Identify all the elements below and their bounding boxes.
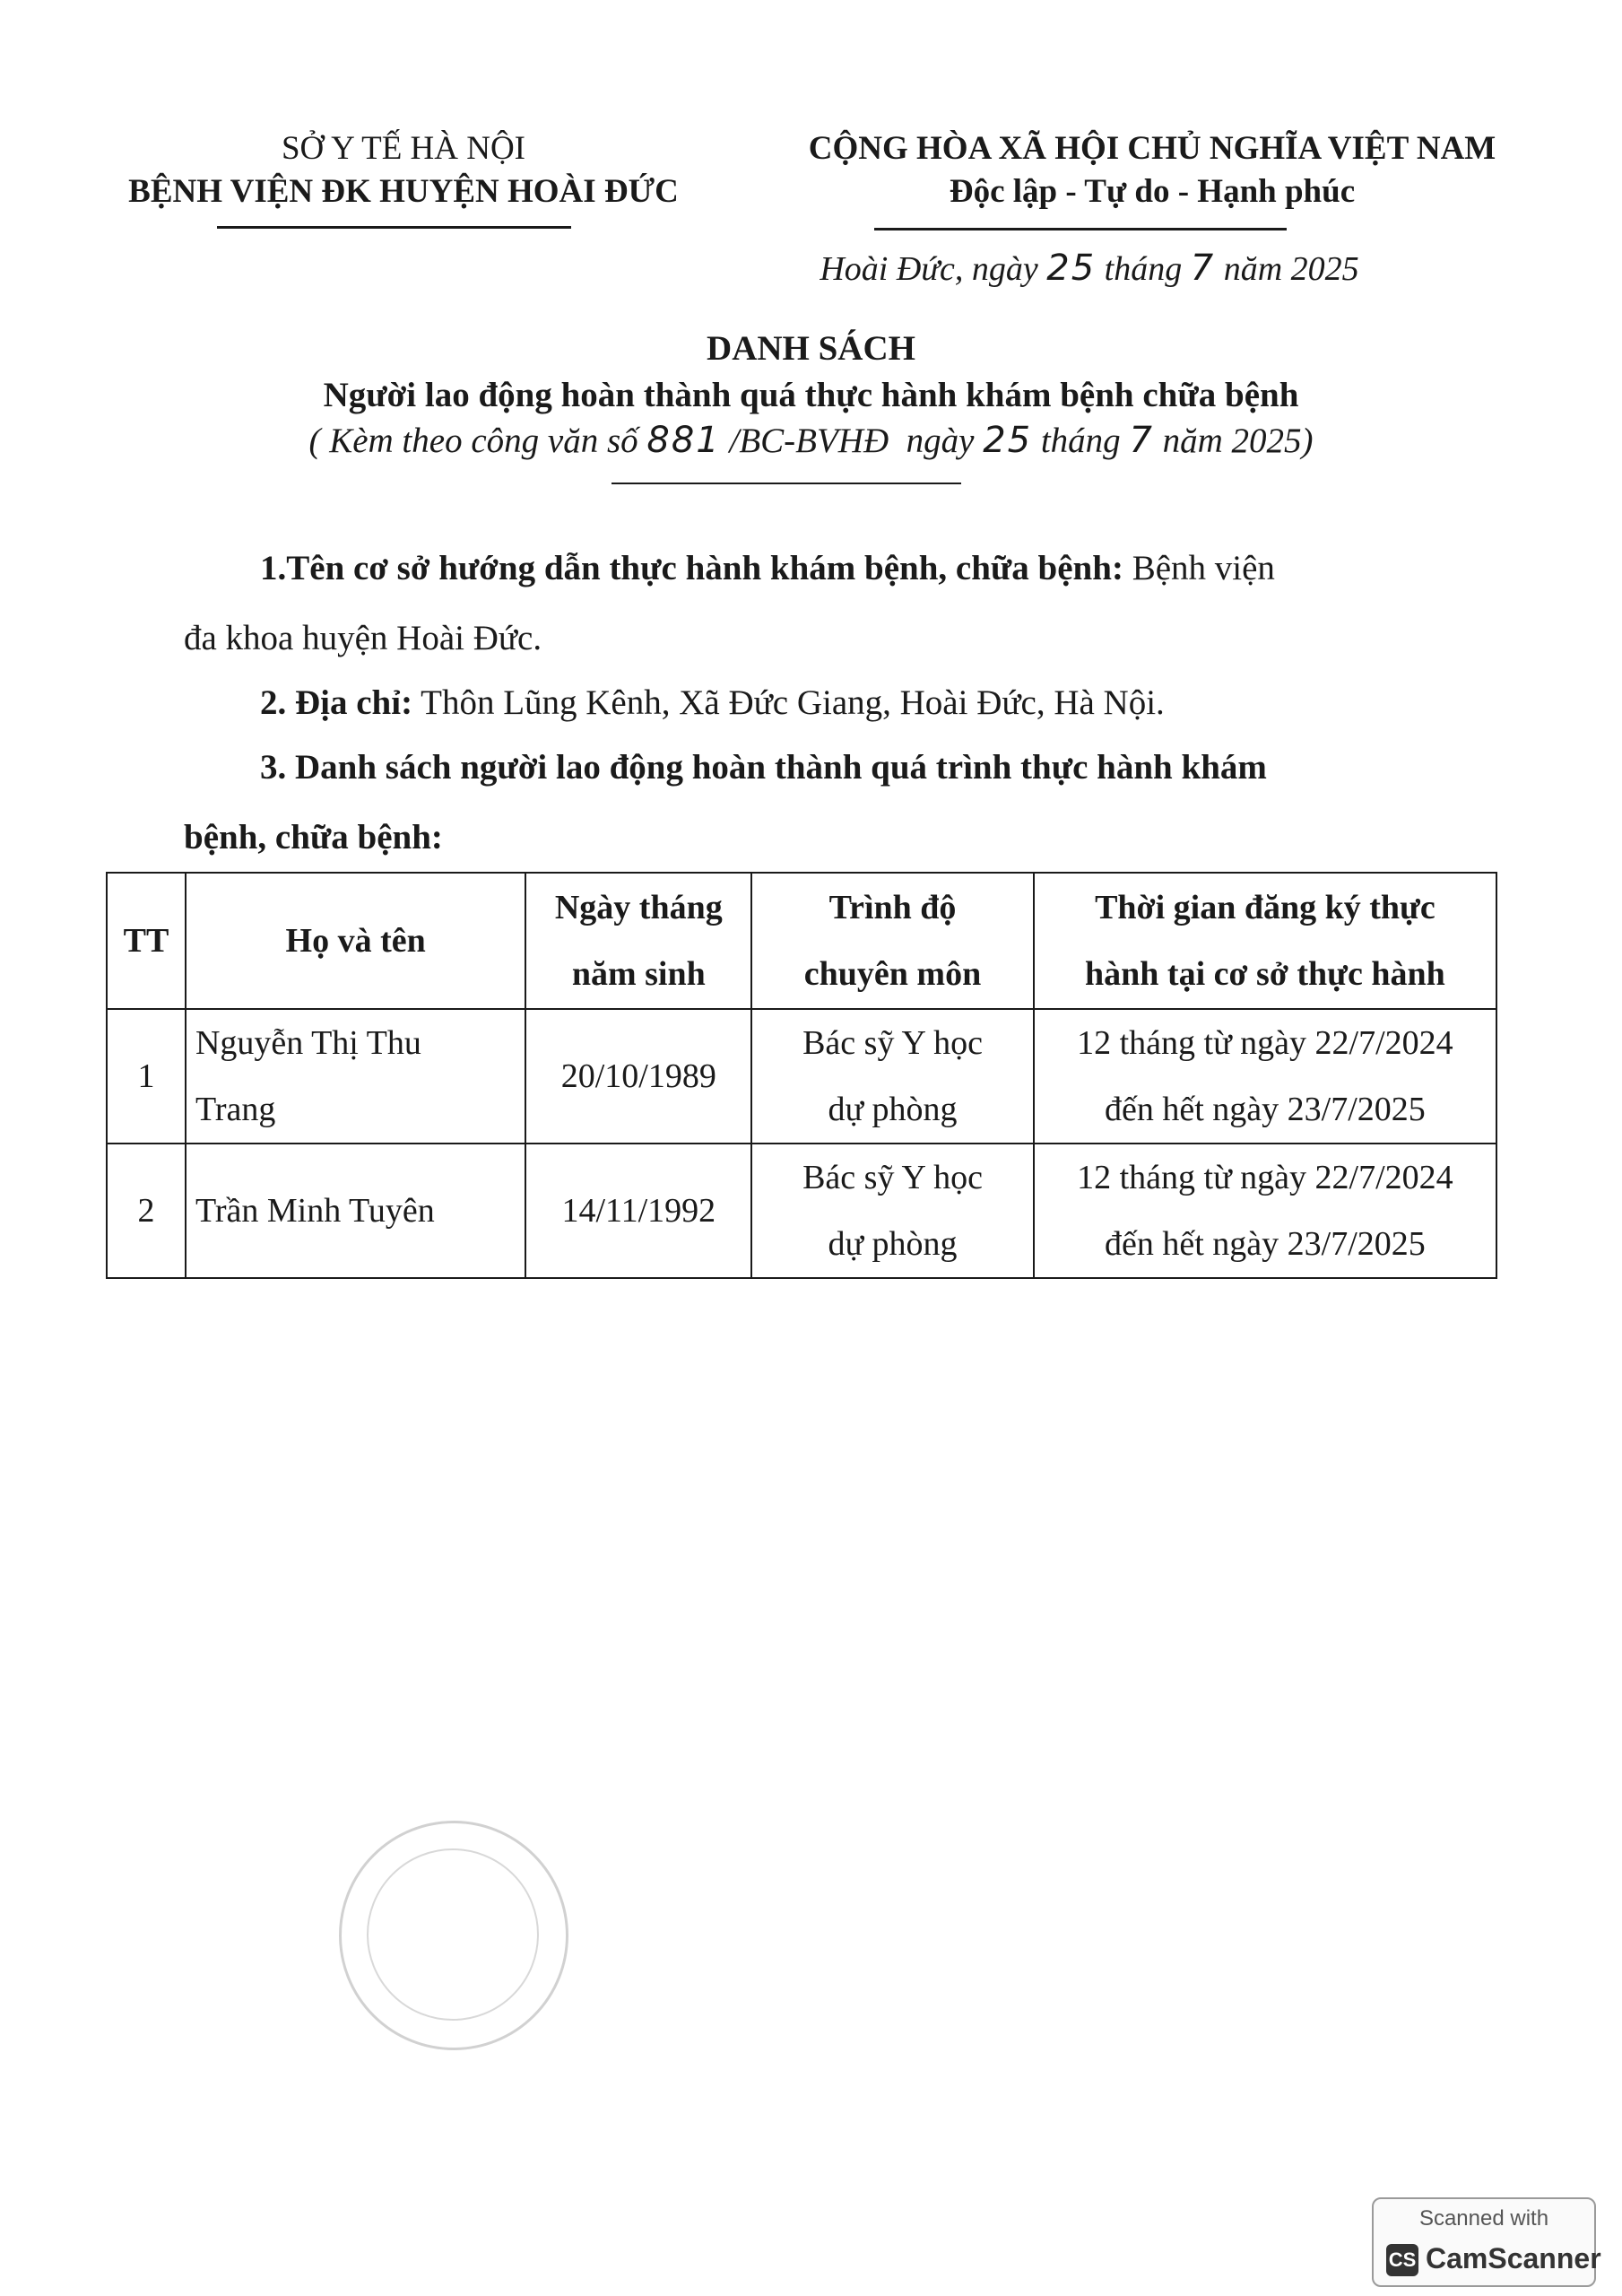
ref-month-label: tháng xyxy=(1040,422,1121,460)
official-stamp-inner-ring xyxy=(367,1848,539,2021)
ref-prefix: ( Kèm theo công văn số xyxy=(308,422,638,460)
col-header-time-line2: hành tại cơ sở thực hành xyxy=(1085,955,1445,993)
col-header-qualification-line1: Trình độ xyxy=(828,889,957,926)
cell-time xyxy=(1034,1009,1496,1144)
country-name: CỘNG HÒA XÃ HỘI CHỦ NGHĨA VIỆT NAM xyxy=(808,130,1496,167)
cell-dob: 20/10/1989 xyxy=(525,1009,751,1144)
item2-value: Thôn Lũng Kênh, Xã Đức Giang, Hoài Đức, Hà Nội. xyxy=(421,683,1165,722)
cell-name xyxy=(186,1144,525,1278)
camscanner-caption: Scanned with xyxy=(1418,2206,1549,2231)
table-row xyxy=(107,1009,1496,1144)
col-header-qualification xyxy=(751,873,1034,1009)
item2-line xyxy=(260,680,1165,726)
cell-time xyxy=(1034,1144,1496,1278)
col-header-tt: TT xyxy=(107,873,186,1009)
issuer-underline xyxy=(217,226,571,229)
ref-month-handwritten: 7 xyxy=(1129,420,1154,461)
camscanner-name: CamScanner xyxy=(1426,2242,1601,2274)
issuer-name: BỆNH VIỆN ĐK HUYỆN HOÀI ĐỨC xyxy=(128,173,679,210)
national-heading xyxy=(726,127,1578,213)
document-title: DANH SÁCH xyxy=(707,329,915,368)
motto-underline xyxy=(874,228,1287,230)
cell-name-line2: Trang xyxy=(195,1091,276,1128)
cell-qualification-line1: Bác sỹ Y học xyxy=(802,1024,983,1062)
camscanner-logo-icon: CS xyxy=(1386,2244,1418,2276)
cell-time-line2: đến hết ngày 23/7/2025 xyxy=(1105,1091,1426,1128)
cell-tt: 1 xyxy=(107,1009,186,1144)
col-header-dob-line1: Ngày tháng xyxy=(554,889,723,926)
cell-tt: 2 xyxy=(107,1144,186,1278)
cell-qualification-line1: Bác sỹ Y học xyxy=(802,1159,983,1196)
ref-number-handwritten: 881 xyxy=(646,420,721,461)
date-year: năm 2025 xyxy=(1223,250,1359,288)
ref-day-handwritten: 25 xyxy=(983,420,1033,461)
ref-day-label: ngày xyxy=(906,422,975,460)
national-motto: Độc lập - Tự do - Hạnh phúc xyxy=(949,173,1356,210)
col-header-dob xyxy=(525,873,751,1009)
col-header-time-line1: Thời gian đăng ký thực xyxy=(1095,889,1436,926)
cell-name-line1: Nguyễn Thị Thu xyxy=(195,1024,421,1062)
item3-line2: bệnh, chữa bệnh: xyxy=(184,818,443,857)
item1-line1 xyxy=(260,545,1275,592)
cell-qualification-line2: dự phòng xyxy=(828,1225,958,1263)
cell-time-line1: 12 tháng từ ngày 22/7/2024 xyxy=(1077,1024,1453,1062)
official-stamp-icon xyxy=(339,1821,568,2050)
table-row xyxy=(107,1144,1496,1278)
item2-label: 2. Địa chỉ: xyxy=(260,683,413,722)
cell-qualification xyxy=(751,1009,1034,1144)
item3-line1: 3. Danh sách người lao động hoàn thành quá trình thực hành khám xyxy=(260,748,1267,787)
cell-dob: 14/11/1992 xyxy=(525,1144,751,1278)
issue-date xyxy=(717,248,1462,289)
cell-time-line1: 12 tháng từ ngày 22/7/2024 xyxy=(1077,1159,1453,1196)
cell-name xyxy=(186,1009,525,1144)
document-reference xyxy=(0,420,1622,461)
camscanner-badge xyxy=(1372,2197,1601,2287)
cell-qualification-line2: dự phòng xyxy=(828,1091,958,1128)
date-month-label: tháng xyxy=(1104,250,1183,288)
date-prefix: Hoài Đức, ngày xyxy=(820,250,1038,288)
item1-value: Bệnh viện xyxy=(1132,549,1275,587)
issuer-block xyxy=(81,127,726,213)
col-header-time xyxy=(1034,873,1496,1009)
date-day-handwritten: 25 xyxy=(1046,248,1097,289)
trainee-table xyxy=(106,872,1497,1279)
ref-code: /BC-BVHĐ xyxy=(729,422,889,460)
date-month-handwritten: 7 xyxy=(1190,248,1216,289)
col-header-dob-line2: năm sinh xyxy=(571,955,706,993)
cell-time-line2: đến hết ngày 23/7/2025 xyxy=(1105,1225,1426,1263)
cell-name-line1: Trần Minh Tuyên xyxy=(195,1192,435,1230)
cell-qualification xyxy=(751,1144,1034,1278)
table-header-row xyxy=(107,873,1496,1009)
title-underline xyxy=(612,483,961,484)
item1-label: 1.Tên cơ sở hướng dẫn thực hành khám bệnh, chữa bệnh: xyxy=(260,549,1123,587)
col-header-name: Họ và tên xyxy=(186,873,525,1009)
ref-year: năm 2025) xyxy=(1162,422,1314,460)
document-subtitle: Người lao động hoàn thành quá thực hành khám bệnh chữa bệnh xyxy=(323,376,1299,414)
issuer-parent: SỞ Y TẾ HÀ NỘI xyxy=(281,130,525,167)
item1-line2: đa khoa huyện Hoài Đức. xyxy=(184,619,542,657)
col-header-qualification-line2: chuyên môn xyxy=(803,955,982,993)
